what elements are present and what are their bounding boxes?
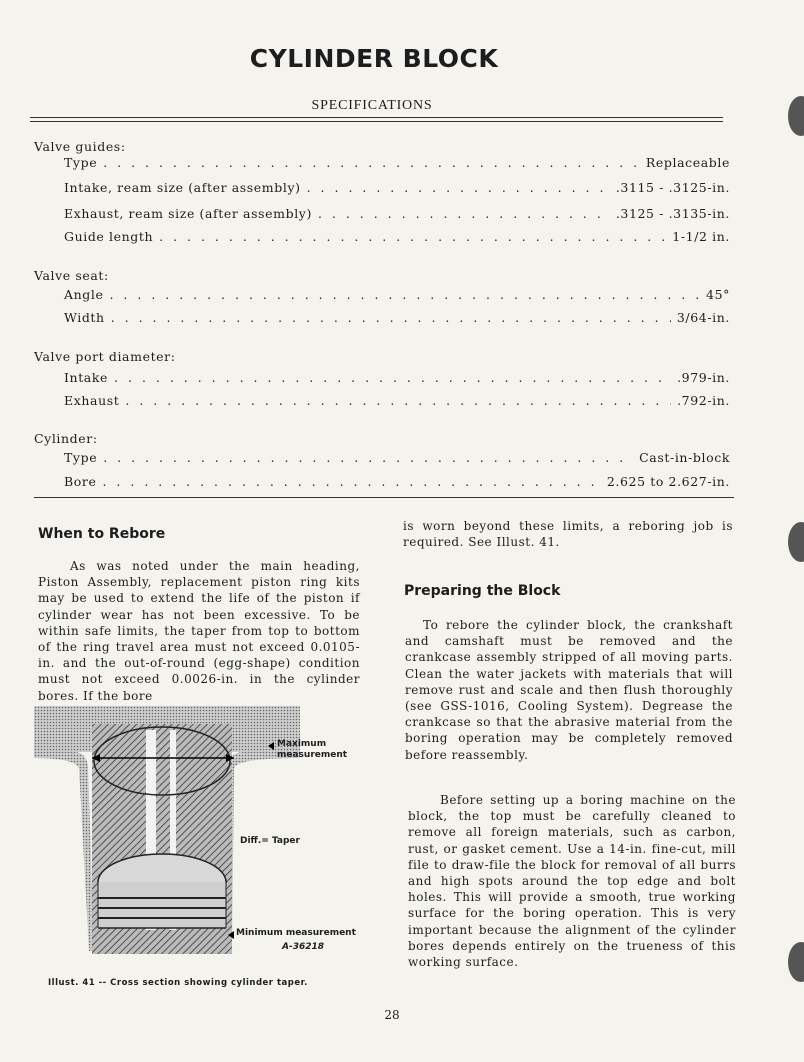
spec-label: Guide length	[64, 229, 154, 244]
spec-row	[64, 229, 730, 244]
spec-row	[64, 310, 730, 325]
spec-label: Width	[64, 310, 105, 325]
spec-label: Exhaust, ream size (after assembly)	[64, 206, 312, 221]
page-title: CYLINDER BLOCK	[249, 44, 499, 73]
spec-label: Angle	[64, 287, 104, 302]
spec-label: Type	[64, 450, 98, 465]
spec-row	[64, 370, 730, 385]
top-rule	[30, 117, 723, 118]
preparing-heading: Preparing the Block	[404, 583, 561, 599]
valve-port-heading: Valve port diameter:	[34, 349, 176, 364]
spec-row	[64, 180, 730, 195]
min-measurement-label: Minimum measurement	[236, 928, 356, 938]
spec-label: Intake, ream size (after assembly)	[64, 180, 301, 195]
spec-value: 45°	[706, 287, 730, 302]
spec-row	[64, 393, 730, 408]
spec-row	[64, 450, 730, 465]
binder-hole	[788, 96, 804, 136]
spec-value: 1-1/2 in.	[672, 229, 730, 244]
spec-value: .3125 - .3135-in.	[615, 206, 730, 221]
rebore-heading: When to Rebore	[38, 526, 166, 542]
valve-guides-heading: Valve guides:	[34, 139, 126, 154]
figure-code: A-36218	[282, 942, 325, 952]
spec-value: 3/64-in.	[676, 310, 730, 325]
figure-caption: Illust. 41 -- Cross section showing cylinder taper.	[48, 978, 308, 988]
rebore-paragraph: As was noted under the main heading, Piston Assembly, replacement piston ring kits may be used to extend the life of the piston if cylinder wear has not been excessive. To be within safe limits, the taper from top to bottom of the ring travel area must not exceed 0.0105-in. and the out-of-round (egg-shape) condition must not exceed 0.0026-in. in the cylinder bores. If the bore	[38, 559, 360, 703]
binder-hole	[788, 942, 804, 982]
spec-value: .3115 - .3125-in.	[615, 180, 730, 195]
spec-label: Bore	[64, 474, 97, 489]
spec-value: Cast-in-block	[639, 450, 730, 465]
spec-label: Type	[64, 155, 98, 170]
max-measurement-label: Maximum measurement	[277, 739, 348, 760]
top-rule-2	[30, 121, 723, 122]
spec-value: Replaceable	[645, 155, 730, 170]
spec-value: 2.625 to 2.627-in.	[606, 474, 730, 489]
rebore-continued-paragraph: is worn beyond these limits, a reboring job is required. See Illust. 41.	[403, 519, 733, 550]
cylinder-heading: Cylinder:	[34, 431, 98, 446]
valve-seat-heading: Valve seat:	[34, 268, 109, 283]
spec-value: .792-in.	[677, 393, 730, 408]
spec-value: .979-in.	[677, 370, 730, 385]
binder-hole	[788, 522, 804, 562]
spec-row	[64, 155, 730, 170]
spec-label: Intake	[64, 370, 109, 385]
preparing-paragraph-2: Before setting up a boring machine on the block, the top must be carefully cleaned to remove all foreign materials, such as carbon, rust, or gasket cement. Use a 14-in. fine-cut, mill file to draw-file the block for removal of all burrs and high spots around the top edge and bolt holes. This will provide a smooth, true working surface for the boring operation. This is very important because the alignment of the cylinder bores depends entirely on the trueness of this working surface.	[408, 793, 736, 970]
section-subtitle: SPECIFICATIONS	[311, 98, 433, 113]
spec-label: Exhaust	[64, 393, 120, 408]
diff-taper-label: Diff.= Taper	[240, 836, 300, 846]
spec-row	[64, 474, 730, 489]
spec-row	[64, 287, 730, 302]
preparing-paragraph-1: To rebore the cylinder block, the crankshaft and camshaft must be removed and the crankcase assembly stripped of all moving parts. Clean the water jackets with materials that will remove rust and scale and then flush thoroughly (see GSS-1016, Cooling System). Degrease the crankcase so that the abrasive material from the boring operation may be completely removed before reassembly.	[405, 618, 733, 762]
page-number: 28	[384, 1008, 400, 1022]
bottom-rule	[34, 497, 734, 498]
spec-row	[64, 206, 730, 221]
